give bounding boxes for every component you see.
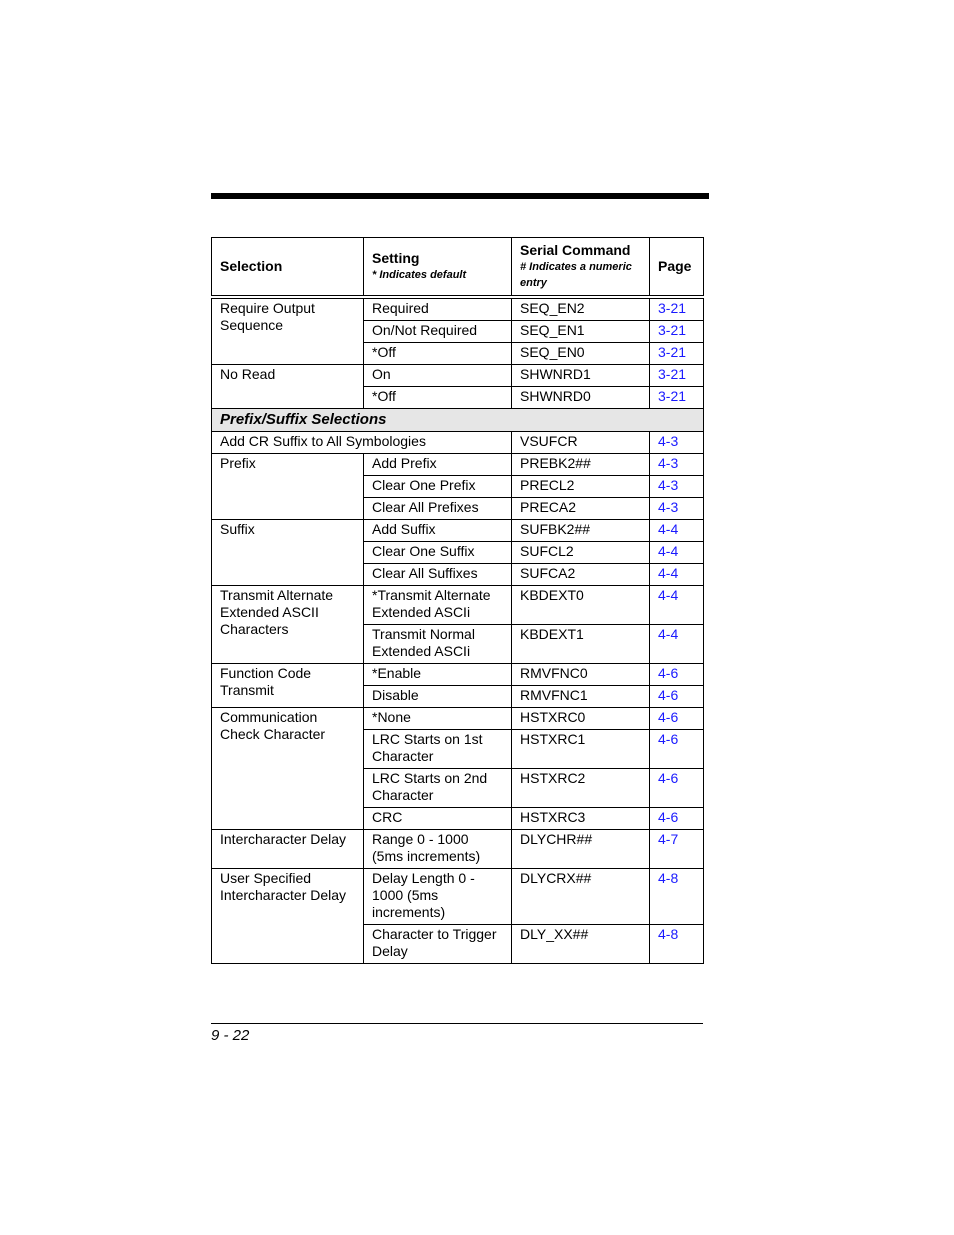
command-cell: SUFBK2## xyxy=(512,520,650,542)
setting-cell: Clear One Prefix xyxy=(364,476,512,498)
selection-cell: Require Output Sequence xyxy=(212,297,364,365)
header-serial-command: Serial Command # Indicates a numeric entry xyxy=(512,238,650,298)
command-cell: SUFCA2 xyxy=(512,564,650,586)
command-cell: HSTXRC2 xyxy=(512,769,650,808)
setting-cell: *Enable xyxy=(364,664,512,686)
selection-cell: Intercharacter Delay xyxy=(212,830,364,869)
header-page: Page xyxy=(650,238,704,298)
command-cell: PRECL2 xyxy=(512,476,650,498)
table-row xyxy=(212,664,704,686)
page-link[interactable]: 4-8 xyxy=(650,925,704,964)
command-cell: SEQ_EN0 xyxy=(512,343,650,365)
page-link[interactable]: 4-4 xyxy=(650,625,704,664)
page-link[interactable]: 4-3 xyxy=(650,432,704,454)
page-number: 9 - 22 xyxy=(211,1027,250,1044)
section-title: Prefix/Suffix Selections xyxy=(212,409,704,432)
command-cell: SUFCL2 xyxy=(512,542,650,564)
table-row xyxy=(212,830,704,869)
command-cell: SHWNRD1 xyxy=(512,365,650,387)
page-link[interactable]: 4-6 xyxy=(650,730,704,769)
table-header-row xyxy=(212,238,704,298)
setting-cell: Clear All Suffixes xyxy=(364,564,512,586)
page-link[interactable]: 3-21 xyxy=(650,387,704,409)
table-row xyxy=(212,432,704,454)
page-link[interactable]: 4-4 xyxy=(650,564,704,586)
setting-cell: *Transmit Alternate Extended ASCIi xyxy=(364,586,512,625)
setting-cell: *None xyxy=(364,708,512,730)
page-link[interactable]: 4-3 xyxy=(650,498,704,520)
page-link[interactable]: 3-21 xyxy=(650,343,704,365)
selection-cell: No Read xyxy=(212,365,364,409)
setting-cell: CRC xyxy=(364,808,512,830)
page-link[interactable]: 4-4 xyxy=(650,542,704,564)
page-link[interactable]: 4-3 xyxy=(650,454,704,476)
setting-cell: Add Suffix xyxy=(364,520,512,542)
command-cell: SEQ_EN2 xyxy=(512,297,650,321)
header-setting-note: * Indicates default xyxy=(372,269,467,281)
page-link[interactable]: 4-6 xyxy=(650,769,704,808)
page-link[interactable]: 3-21 xyxy=(650,321,704,343)
setting-cell: Required xyxy=(364,297,512,321)
selection-cell: User Specified Intercharacter Delay xyxy=(212,869,364,964)
page-link[interactable]: 4-6 xyxy=(650,708,704,730)
command-cell: RMVFNC1 xyxy=(512,686,650,708)
page-link[interactable]: 4-4 xyxy=(650,586,704,625)
section-heading-row xyxy=(212,409,704,432)
command-cell: PREBK2## xyxy=(512,454,650,476)
command-cell: SEQ_EN1 xyxy=(512,321,650,343)
command-cell: HSTXRC0 xyxy=(512,708,650,730)
setting-cell: Range 0 - 1000 (5ms increments) xyxy=(364,830,512,869)
command-cell: PRECA2 xyxy=(512,498,650,520)
setting-cell: Transmit Normal Extended ASCIi xyxy=(364,625,512,664)
selection-cell: Transmit Alternate Extended ASCII Characters xyxy=(212,586,364,664)
command-cell: DLY_XX## xyxy=(512,925,650,964)
setting-cell: On/Not Required xyxy=(364,321,512,343)
page-link[interactable]: 4-7 xyxy=(650,830,704,869)
header-selection: Selection xyxy=(212,238,364,298)
setting-cell: Delay Length 0 - 1000 (5ms increments) xyxy=(364,869,512,925)
selection-cell: Communication Check Character xyxy=(212,708,364,830)
command-cell: SHWNRD0 xyxy=(512,387,650,409)
table-row xyxy=(212,586,704,625)
page-link[interactable]: 3-21 xyxy=(650,365,704,387)
page-link[interactable]: 4-6 xyxy=(650,664,704,686)
settings-table xyxy=(211,237,704,964)
page-link[interactable]: 4-8 xyxy=(650,869,704,925)
setting-cell: Clear All Prefixes xyxy=(364,498,512,520)
setting-cell: LRC Starts on 1st Character xyxy=(364,730,512,769)
header-serial-note: # Indicates a numeric entry xyxy=(520,261,632,289)
selection-cell: Add CR Suffix to All Symbologies xyxy=(212,432,512,454)
command-cell: DLYCRX## xyxy=(512,869,650,925)
setting-cell: LRC Starts on 2nd Character xyxy=(364,769,512,808)
setting-cell: *Off xyxy=(364,387,512,409)
command-cell: HSTXRC1 xyxy=(512,730,650,769)
selection-cell: Prefix xyxy=(212,454,364,520)
table-row xyxy=(212,869,704,925)
command-cell: KBDEXT0 xyxy=(512,586,650,625)
top-rule xyxy=(211,193,709,199)
setting-cell: *Off xyxy=(364,343,512,365)
page-link[interactable]: 3-21 xyxy=(650,297,704,321)
command-cell: DLYCHR## xyxy=(512,830,650,869)
setting-cell: Clear One Suffix xyxy=(364,542,512,564)
selection-cell: Suffix xyxy=(212,520,364,586)
page-link[interactable]: 4-6 xyxy=(650,686,704,708)
table-row xyxy=(212,520,704,542)
setting-cell: On xyxy=(364,365,512,387)
page-link[interactable]: 4-4 xyxy=(650,520,704,542)
setting-cell: Character to Trigger Delay xyxy=(364,925,512,964)
command-cell: HSTXRC3 xyxy=(512,808,650,830)
table-row xyxy=(212,365,704,387)
table-row xyxy=(212,297,704,321)
command-cell: RMVFNC0 xyxy=(512,664,650,686)
table-row xyxy=(212,708,704,730)
setting-cell: Add Prefix xyxy=(364,454,512,476)
footer-rule xyxy=(211,1023,703,1024)
selection-cell: Function Code Transmit xyxy=(212,664,364,708)
page-link[interactable]: 4-6 xyxy=(650,808,704,830)
table-row xyxy=(212,454,704,476)
page-link[interactable]: 4-3 xyxy=(650,476,704,498)
setting-cell: Disable xyxy=(364,686,512,708)
command-cell: KBDEXT1 xyxy=(512,625,650,664)
command-cell: VSUFCR xyxy=(512,432,650,454)
header-setting: Setting * Indicates default xyxy=(364,238,512,298)
